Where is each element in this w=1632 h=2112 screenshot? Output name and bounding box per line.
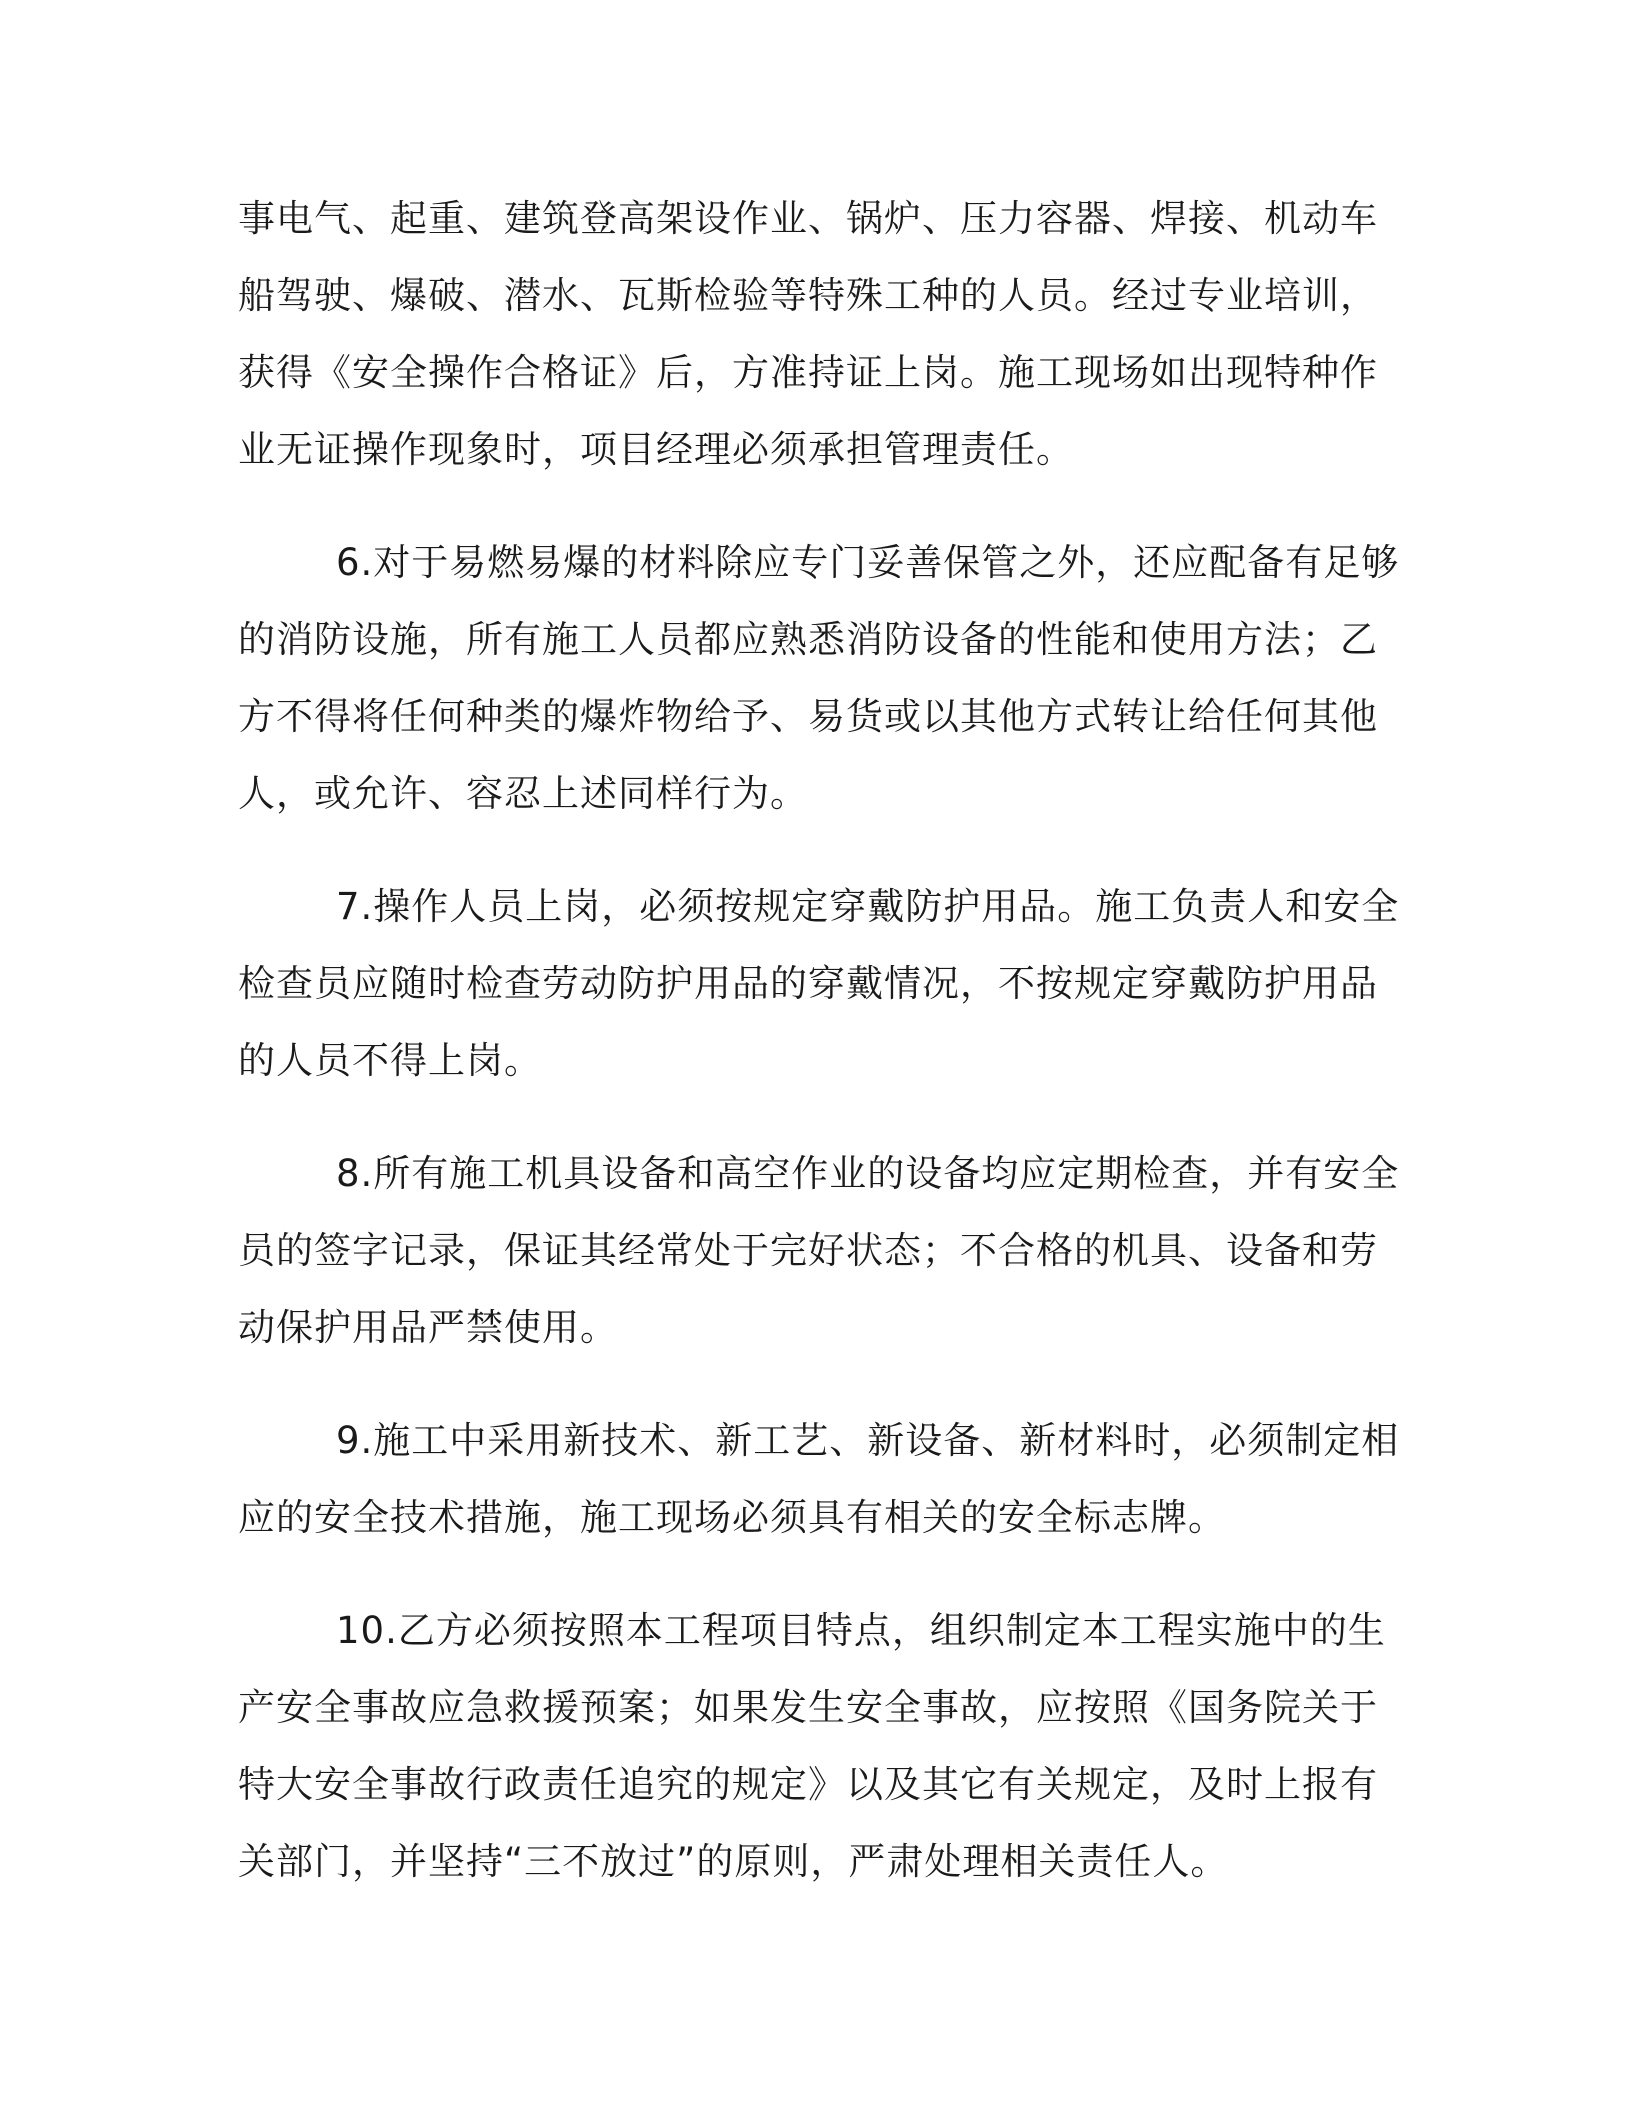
text-line: 业无证操作现象时，项目经理必须承担管理责任。 <box>238 428 1074 471</box>
text-line: 6.对于易燃易爆的材料除应专门妥善保管之外，还应配备有足够 <box>336 541 1400 584</box>
paragraph-7 <box>238 868 1400 1099</box>
text-line: 的人员不得上岗。 <box>238 1039 542 1082</box>
text-line: 船驾驶、爆破、潜水、瓦斯检验等特殊工种的人员。经过专业培训， <box>238 274 1378 317</box>
paragraph-10 <box>238 1592 1386 1900</box>
text-line: 应的安全技术措施，施工现场必须具有相关的安全标志牌。 <box>238 1496 1226 1539</box>
text-line: 员的签字记录，保证其经常处于完好状态；不合格的机具、设备和劳 <box>238 1229 1378 1272</box>
text-line: 人，或允许、容忍上述同样行为。 <box>238 772 808 815</box>
text-line: 关部门，并坚持“三不放过”的原则，严肃处理相关责任人。 <box>238 1840 1229 1883</box>
text-line: 获得《安全操作合格证》后，方准持证上岗。施工现场如出现特种作 <box>238 351 1378 394</box>
text-line: 检查员应随时检查劳动防护用品的穿戴情况，不按规定穿戴防护用品 <box>238 962 1378 1005</box>
paragraph-6 <box>238 524 1400 832</box>
text-line: 事电气、起重、建筑登高架设作业、锅炉、压力容器、焊接、机动车 <box>238 197 1378 240</box>
text-line: 动保护用品严禁使用。 <box>238 1306 618 1349</box>
text-line: 的消防设施，所有施工人员都应熟悉消防设备的性能和使用方法；乙 <box>238 618 1378 661</box>
text-line: 产安全事故应急救援预案；如果发生安全事故，应按照《国务院关于 <box>238 1686 1378 1729</box>
paragraph-8 <box>238 1135 1400 1366</box>
document-body <box>238 180 1400 1936</box>
text-line: 7.操作人员上岗，必须按规定穿戴防护用品。施工负责人和安全 <box>336 885 1400 928</box>
paragraph-9 <box>238 1402 1400 1556</box>
text-line: 8.所有施工机具设备和高空作业的设备均应定期检查，并有安全 <box>336 1152 1400 1195</box>
text-line: 特大安全事故行政责任追究的规定》以及其它有关规定，及时上报有 <box>238 1763 1378 1806</box>
text-line: 10.乙方必须按照本工程项目特点，组织制定本工程实施中的生 <box>336 1609 1386 1652</box>
text-line: 9.施工中采用新技术、新工艺、新设备、新材料时，必须制定相 <box>336 1419 1400 1462</box>
paragraph-5-continued <box>238 180 1378 488</box>
text-line: 方不得将任何种类的爆炸物给予、易货或以其他方式转让给任何其他 <box>238 695 1378 738</box>
